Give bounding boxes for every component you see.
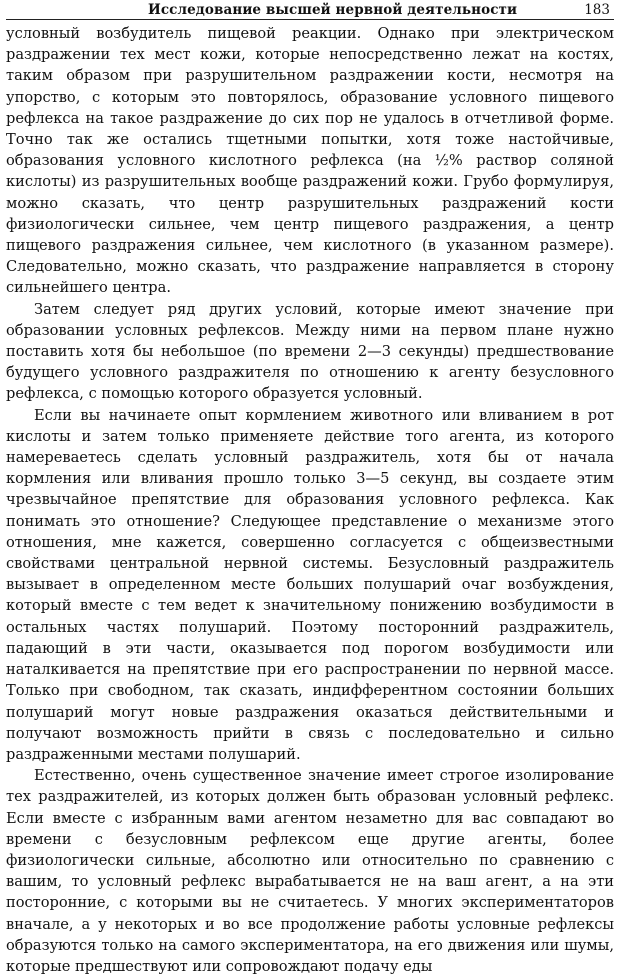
paragraph-2: Затем следует ряд других условий, которые имеют значение при образовании условных рефлексов. Между ними на первом плане нужно поставить хотя бы небольшое (по времени 2—3 секунды) предшествование будущего условного раздражителя по отношению к агенту безусловного рефлекса, с помощью которого образуется условный. [6, 300, 614, 403]
page-number: 183 [584, 2, 610, 18]
paragraph-4: Естественно, очень существенное значение имеет строгое изолирование тех раздражителей, из которых должен быть образован условный рефлекс. Если вместе с избранным вами агентом незаметно для вас совпадают во времени с безусловным рефлексом еще другие агенты, более физиологически сильные, абсолютно или относительно по сравнению с вашим, то условный рефлекс вырабатывается не на ваш агент, а на эти посторонние, с которыми вы не считаетесь. У многих экспериментаторов вначале, а у некоторых и во все продолжение работы условные рефлексы образуются только на самого экспериментатора, на его движения или шумы, которые предшествуют или сопровождают подачу еды [6, 767, 614, 975]
body-text [6, 23, 614, 977]
running-header [6, 0, 614, 20]
book-page [6, 0, 614, 977]
running-title: Исследование высшей нервной деятельности [148, 2, 518, 18]
paragraph-3: Если вы начинаете опыт кормлением животного или вливанием в рот кислоты и затем только применяете действие того агента, из которого намереваетесь сделать условный раздражитель, хотя бы от начала кормления или вливания прошло только 3—5 секунд, вы создаете этим чрезвычайное препятствие для образования условного рефлекса. Как понимать это отношение? Следующее представление о механизме этого отношения, мне кажется, совершенно согласуется с общеизвестными свойствами центральной нервной системы. Безусловный раздражитель вызывает в определенном месте больших полушарий очаг возбуждения, который вместе с тем ведет к значительному понижению возбудимости в остальных частях полушарий. Поэтому посторонний раздражитель, падающий в эти части, оказывается под порогом возбудимости или наталкивается на препятствие при его распространении по нервной массе. Только при свободном, так сказать, индифферентном состоянии больших полушарий могут новые раздражения оказаться действительными и получают возможность прийти в связь с последовательно и сильно раздраженными местами полушарий. [6, 406, 614, 763]
paragraph-1: условный возбудитель пищевой реакции. Однако при электрическом раздражении тех мест кожи, которые непосредственно лежат на костях, таким образом при разрушительном раздражении кости, несмотря на упорство, с которым это повторялось, образование условного пищевого рефлекса на такое раздражение до сих пор не удалось в отчетливой форме. Точно так же остались тщетными попытки, хотя тоже настойчивые, образования условного кислотного рефлекса (на ½% раствор соляной кислоты) из разрушительных вообще раздражений кожи. Грубо формулируя, можно сказать, что центр разрушительных раздражений кости физиологически сильнее, чем центр пищевого раздражения, а центр пищевого раздражения сильнее, чем кислотного (в указанном размере). Следовательно, можно сказать, что раздражение направляется в сторону сильнейшего центра. [6, 25, 614, 297]
